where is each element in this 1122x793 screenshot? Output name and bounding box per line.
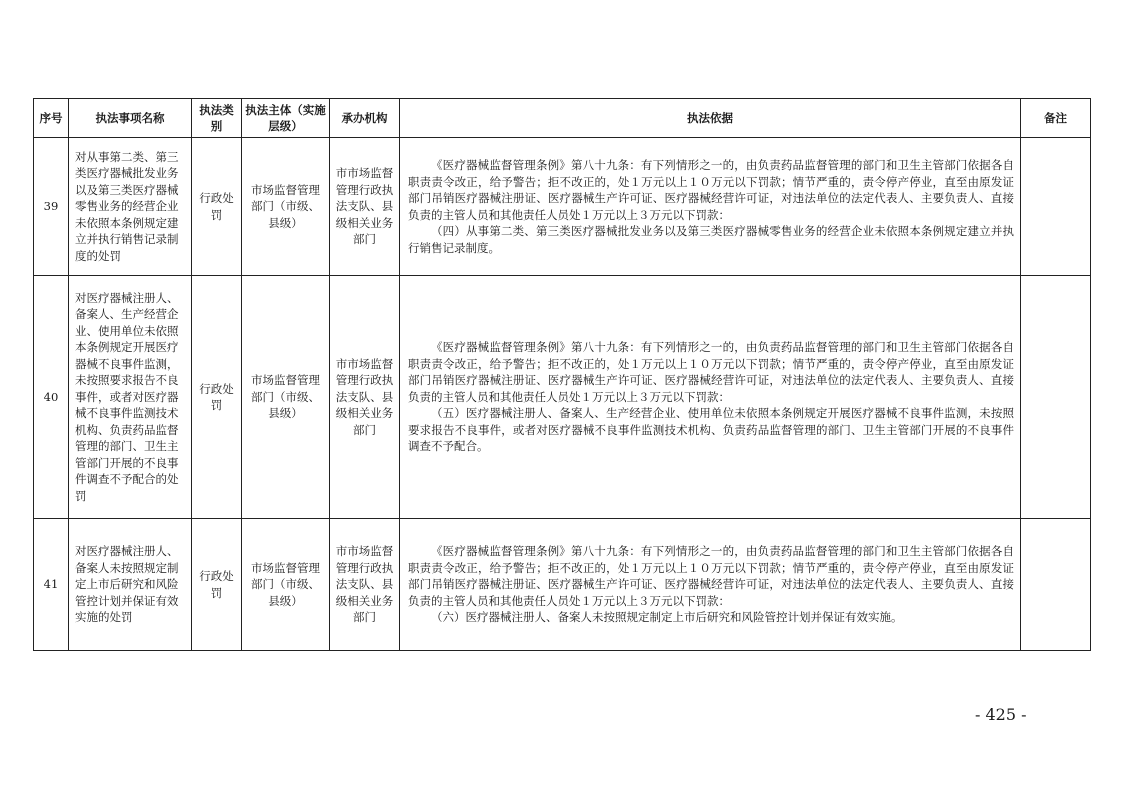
item-entity: 市场监督管理部门（市级、县级） (242, 519, 330, 651)
item-name: 对从事第二类、第三类医疗器械批发业务以及第三类医疗器械零售业务的经营企业未依照本条例规定建立并执行销售记录制度的处罚 (69, 138, 192, 276)
header-org: 承办机构 (330, 99, 400, 138)
item-basis (400, 519, 1021, 651)
enforcement-table (33, 98, 1091, 651)
item-category: 行政处罚 (192, 276, 242, 519)
header-note: 备注 (1021, 99, 1091, 138)
item-org: 市市场监督管理行政执法支队、县级相关业务部门 (330, 138, 400, 276)
row-number: 41 (34, 519, 69, 651)
item-name: 对医疗器械注册人、备案人未按照规定制定上市后研究和风险管控计划并保证有效实施的处罚 (69, 519, 192, 651)
table-row (34, 138, 1091, 276)
row-number: 39 (34, 138, 69, 276)
table-row (34, 276, 1091, 519)
item-note (1021, 519, 1091, 651)
header-category: 执法类别 (192, 99, 242, 138)
header-row (34, 99, 1091, 138)
basis-item: （五）医疗器械注册人、备案人、生产经营企业、使用单位未依照本条例规定开展医疗器械不良事件监测，未按照要求报告不良事件，或者对医疗器械不良事件监测技术机构、负责药品监督管理的部门、卫生主管部门开展的不良事件调查不予配合。 (408, 406, 1014, 454)
item-category: 行政处罚 (192, 138, 242, 276)
item-note (1021, 138, 1091, 276)
item-basis (400, 138, 1021, 276)
basis-main: 《医疗器械监督管理条例》第八十九条：有下列情形之一的，由负责药品监督管理的部门和卫生主管部门依据各自职责责令改正，给予警告；拒不改正的，处１万元以上１０万元以下罚款；情节严重的，责令停产停业，直至由原发证部门吊销医疗器械注册证、医疗器械生产许可证、医疗器械经营许可证，对违法单位的法定代表人、主要负责人、直接负责的主管人员和其他责任人员处１万元以上３万元以下罚款： (408, 544, 1014, 608)
item-note (1021, 276, 1091, 519)
header-basis: 执法依据 (400, 99, 1021, 138)
item-basis (400, 276, 1021, 519)
header-no: 序号 (34, 99, 69, 138)
page-number: - 425 - (975, 705, 1027, 724)
item-category: 行政处罚 (192, 519, 242, 651)
row-number: 40 (34, 276, 69, 519)
item-org: 市市场监督管理行政执法支队、县级相关业务部门 (330, 276, 400, 519)
header-entity: 执法主体（实施层级） (242, 99, 330, 138)
table-row (34, 519, 1091, 651)
basis-item: （四）从事第二类、第三类医疗器械批发业务以及第三类医疗器械零售业务的经营企业未依照本条例规定建立并执行销售记录制度。 (408, 224, 1014, 255)
basis-item: （六）医疗器械注册人、备案人未按照规定制定上市后研究和风险管控计划并保证有效实施。 (431, 610, 903, 625)
item-entity: 市场监督管理部门（市级、县级） (242, 138, 330, 276)
header-name: 执法事项名称 (69, 99, 192, 138)
item-org: 市市场监督管理行政执法支队、县级相关业务部门 (330, 519, 400, 651)
basis-main: 《医疗器械监督管理条例》第八十九条：有下列情形之一的，由负责药品监督管理的部门和卫生主管部门依据各自职责责令改正，给予警告；拒不改正的，处１万元以上１０万元以下罚款；情节严重的，责令停产停业，直至由原发证部门吊销医疗器械注册证、医疗器械生产许可证、医疗器械经营许可证，对违法单位的法定代表人、主要负责人、直接负责的主管人员和其他责任人员处１万元以上３万元以下罚款： (408, 158, 1014, 222)
item-entity: 市场监督管理部门（市级、县级） (242, 276, 330, 519)
basis-main: 《医疗器械监督管理条例》第八十九条：有下列情形之一的，由负责药品监督管理的部门和卫生主管部门依据各自职责责令改正，给予警告；拒不改正的，处１万元以上１０万元以下罚款；情节严重的，责令停产停业，直至由原发证部门吊销医疗器械注册证、医疗器械生产许可证、医疗器械经营许可证，对违法单位的法定代表人、主要负责人、直接负责的主管人员和其他责任人员处１万元以上３万元以下罚款： (408, 340, 1014, 404)
item-name: 对医疗器械注册人、备案人、生产经营企业、使用单位未依照本条例规定开展医疗器械不良事件监测，未按照要求报告不良事件，或者对医疗器械不良事件监测技术机构、负责药品监督管理的部门、卫生主管部门开展的不良事件调查不予配合的处罚 (69, 276, 192, 519)
